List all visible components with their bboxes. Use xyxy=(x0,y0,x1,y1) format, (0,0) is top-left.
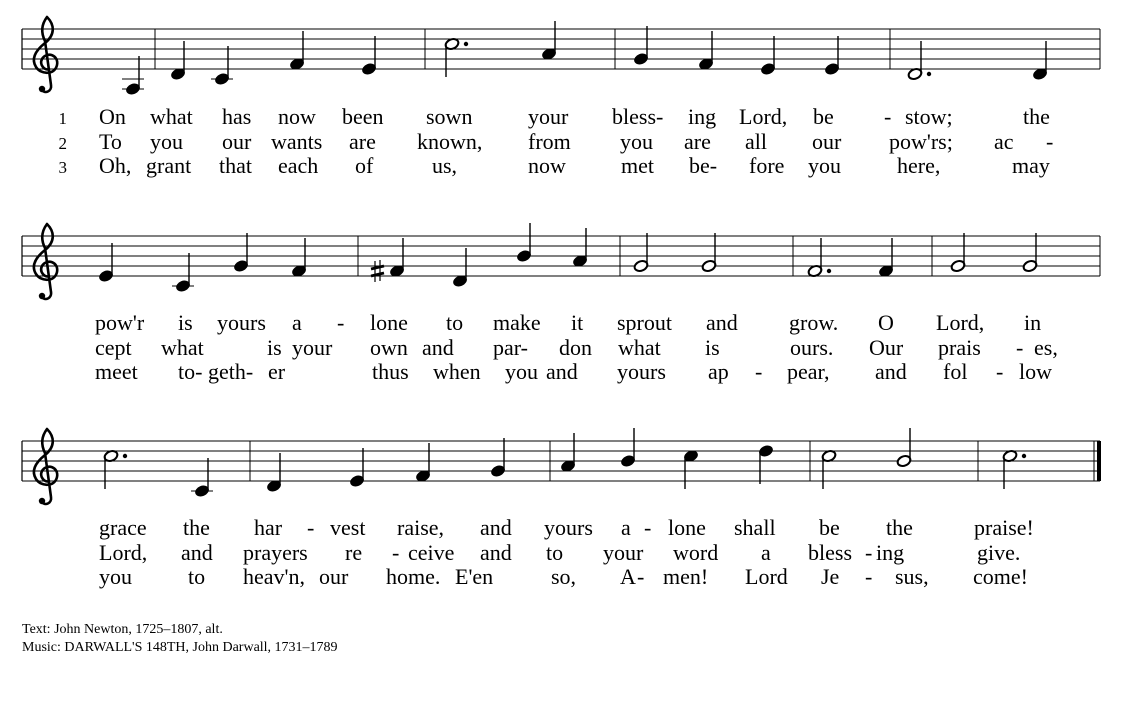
lyric-line xyxy=(99,540,1020,565)
lyric-syllable: heav'n, xyxy=(243,564,305,589)
lyric-line xyxy=(95,359,1052,384)
lyric-syllable: your xyxy=(603,540,644,565)
lyric-syllable: met xyxy=(621,153,654,178)
quarter-note xyxy=(760,36,776,76)
notes-layer xyxy=(98,21,1048,498)
lyric-syllable: - xyxy=(637,564,645,589)
lyric-syllable: low xyxy=(1019,359,1052,384)
lyric-syllable: - xyxy=(392,540,400,565)
quarter-note xyxy=(560,433,576,473)
lyric-syllable: er xyxy=(268,359,286,384)
dot xyxy=(1022,454,1026,458)
quarter-note xyxy=(516,223,532,263)
lyric-syllable: bless xyxy=(808,540,852,565)
quarter-note xyxy=(289,31,305,71)
lyric-syllable: now xyxy=(528,153,566,178)
lyric-syllable: our xyxy=(222,129,252,154)
quarter-note xyxy=(361,36,377,76)
dot xyxy=(927,72,931,76)
lyric-syllable: bless- xyxy=(612,104,664,129)
lyric-syllable: har xyxy=(254,515,283,540)
lyric-syllable: praise! xyxy=(974,515,1034,540)
quarter-note xyxy=(191,458,213,498)
quarter-note xyxy=(541,21,557,61)
lyric-syllable: known, xyxy=(417,129,483,154)
quarter-note xyxy=(452,248,468,288)
lyric-syllable: you xyxy=(808,153,841,178)
lyric-syllable: - xyxy=(1046,129,1054,154)
quarter-note xyxy=(233,233,249,273)
lyric-syllable: of xyxy=(355,153,374,178)
dotted-half-note xyxy=(444,37,468,77)
lyric-line xyxy=(59,153,1050,178)
lyric-syllable: es, xyxy=(1034,335,1058,360)
final-barline-thick xyxy=(1097,441,1101,481)
lyric-syllable: your xyxy=(292,335,333,360)
quarter-note xyxy=(122,56,144,96)
half-note xyxy=(821,449,837,489)
lyric-syllable: Oh, xyxy=(99,153,132,178)
dot xyxy=(123,454,127,458)
half-note xyxy=(633,233,649,273)
lyric-syllable: prayers xyxy=(243,540,308,565)
lyric-syllable: own xyxy=(370,335,408,360)
lyric-syllable: and xyxy=(480,515,512,540)
music-credit: Music: DARWALL'S 148TH, John Darwall, 1731–1789 xyxy=(22,640,338,655)
verse-number: 2 xyxy=(58,134,67,153)
lyric-syllable: the xyxy=(183,515,210,540)
lyric-syllable: thus xyxy=(372,359,409,384)
lyric-syllable: - xyxy=(644,515,652,540)
lyric-syllable: grant xyxy=(146,153,192,178)
lyric-syllable: wants xyxy=(271,129,323,154)
quarter-note xyxy=(490,438,506,478)
lyric-syllable: pow'rs; xyxy=(889,129,953,154)
lyric-syllable: grow. xyxy=(789,310,839,335)
quarter-note xyxy=(211,46,233,86)
lyric-syllable: what xyxy=(618,335,661,360)
lyric-syllable: and xyxy=(422,335,454,360)
lyric-syllable: vest xyxy=(330,515,366,540)
lyric-syllable: stow; xyxy=(905,104,953,129)
lyric-syllable: been xyxy=(342,104,384,129)
lyric-syllable: yours xyxy=(217,310,266,335)
lyric-syllable: and xyxy=(875,359,907,384)
quarter-note xyxy=(98,243,114,283)
credits xyxy=(22,621,338,657)
verse-number: 1 xyxy=(58,109,67,128)
lyric-syllable: Lord, xyxy=(936,310,985,335)
lyric-syllable: be xyxy=(819,515,840,540)
lyric-syllable: Lord, xyxy=(739,104,788,129)
dot xyxy=(464,42,468,46)
lyric-syllable: shall xyxy=(734,515,776,540)
lyric-syllable: - xyxy=(307,515,315,540)
lyric-syllable: Our xyxy=(869,335,904,360)
lyric-syllable: ac xyxy=(994,129,1014,154)
lyric-syllable: the xyxy=(1023,104,1050,129)
lyric-syllable: is xyxy=(705,335,720,360)
lyric-syllable: fore xyxy=(749,153,785,178)
quarter-note xyxy=(1032,41,1048,81)
lyric-syllable: yours xyxy=(544,515,593,540)
lyric-syllable: A xyxy=(620,564,636,589)
quarter-note xyxy=(172,253,194,293)
lyric-syllable: be xyxy=(813,104,834,129)
lyric-syllable: prais xyxy=(938,335,981,360)
lyric-line xyxy=(59,104,1050,129)
quarter-note xyxy=(349,448,365,488)
lyric-syllable: our xyxy=(319,564,349,589)
lyric-syllable: to xyxy=(188,564,206,589)
lyric-syllable: a xyxy=(621,515,631,540)
lyric-syllable: and xyxy=(706,310,738,335)
lyric-syllable: here, xyxy=(897,153,941,178)
quarter-note xyxy=(371,238,405,282)
half-note xyxy=(1022,233,1038,273)
lyric-line xyxy=(99,564,1028,589)
lyric-syllable: men! xyxy=(663,564,709,589)
lyric-syllable: and xyxy=(181,540,213,565)
quarter-note xyxy=(620,428,636,468)
text-credit: Text: John Newton, 1725–1807, alt. xyxy=(22,622,223,637)
lyric-syllable: now xyxy=(278,104,316,129)
sharp-icon xyxy=(371,260,384,282)
dot xyxy=(827,269,831,273)
quarter-note xyxy=(266,453,282,493)
lyric-syllable: lone xyxy=(370,310,408,335)
lyric-syllable: in xyxy=(1024,310,1042,335)
lyric-syllable: it xyxy=(571,310,584,335)
dotted-half-note xyxy=(1002,449,1026,489)
lyric-syllable: ceive xyxy=(408,540,455,565)
lyric-system xyxy=(95,310,1058,384)
lyric-syllable: you xyxy=(620,129,653,154)
lyric-system xyxy=(59,104,1054,178)
dotted-half-note xyxy=(907,41,931,81)
quarter-note xyxy=(824,36,840,76)
lyric-syllable: meet xyxy=(95,359,138,384)
lyric-syllable: are xyxy=(684,129,711,154)
lyric-syllable: - xyxy=(865,540,873,565)
lyric-syllable: what xyxy=(150,104,193,129)
lyric-system xyxy=(99,515,1034,589)
lyric-syllable: are xyxy=(349,129,376,154)
lyric-syllable: Lord, xyxy=(99,540,148,565)
lyric-syllable: is xyxy=(178,310,193,335)
quarter-note xyxy=(758,444,774,484)
lyric-line xyxy=(99,515,1034,540)
lyric-syllable: to xyxy=(446,310,464,335)
lyric-syllable: a xyxy=(292,310,302,335)
lyric-syllable: ap xyxy=(708,359,729,384)
quarter-note xyxy=(572,228,588,268)
verse-number: 3 xyxy=(58,158,67,177)
lyric-syllable: fol xyxy=(943,359,968,384)
lyric-syllable: give. xyxy=(977,540,1021,565)
lyric-syllable: your xyxy=(528,104,569,129)
treble-clef-icon xyxy=(34,429,57,504)
lyric-syllable: all xyxy=(745,129,767,154)
quarter-note xyxy=(291,238,307,278)
lyric-syllable: lone xyxy=(668,515,706,540)
lyric-syllable: you xyxy=(99,564,132,589)
lyric-syllable: ing xyxy=(688,104,717,129)
lyric-syllable: pear, xyxy=(787,359,830,384)
lyric-syllable: - xyxy=(884,104,892,129)
lyric-syllable: us, xyxy=(432,153,458,178)
lyric-syllable: when xyxy=(433,359,481,384)
quarter-note xyxy=(683,449,699,489)
lyric-syllable: - xyxy=(865,564,873,589)
lyric-syllable: ours. xyxy=(790,335,834,360)
lyric-syllable: to xyxy=(546,540,564,565)
lyric-syllable: our xyxy=(812,129,842,154)
lyric-syllable: par- xyxy=(493,335,528,360)
lyric-syllable: has xyxy=(222,104,252,129)
quarter-note xyxy=(415,443,431,483)
half-note xyxy=(896,428,912,468)
lyric-syllable: sus, xyxy=(895,564,929,589)
lyric-syllable: and xyxy=(546,359,578,384)
lyric-syllable: Lord xyxy=(745,564,788,589)
lyric-syllable: yours xyxy=(617,359,666,384)
lyric-line xyxy=(95,335,1058,360)
lyric-syllable: so, xyxy=(551,564,577,589)
lyric-syllable: what xyxy=(161,335,204,360)
lyric-syllable: raise, xyxy=(397,515,445,540)
lyric-syllable: home. xyxy=(386,564,441,589)
quarter-note xyxy=(698,31,714,71)
lyric-syllable: On xyxy=(99,104,126,129)
lyric-syllable: - xyxy=(996,359,1004,384)
lyric-syllable: you xyxy=(505,359,538,384)
lyric-syllable: come! xyxy=(973,564,1028,589)
lyric-syllable: and xyxy=(480,540,512,565)
lyric-syllable: re xyxy=(345,540,363,565)
lyric-syllable: the xyxy=(886,515,913,540)
half-note xyxy=(701,233,717,273)
treble-clef-icon xyxy=(34,17,57,92)
quarter-note xyxy=(878,238,894,278)
quarter-note xyxy=(633,26,649,66)
lyric-syllable: ing xyxy=(876,540,905,565)
lyric-line xyxy=(95,310,1041,335)
lyric-syllable: may xyxy=(1012,153,1050,178)
lyric-syllable: Je xyxy=(821,564,840,589)
lyric-syllable: sprout xyxy=(617,310,672,335)
half-note xyxy=(950,233,966,273)
lyric-syllable: cept xyxy=(95,335,132,360)
lyric-syllable: To xyxy=(99,129,122,154)
lyric-syllable: grace xyxy=(99,515,147,540)
lyric-syllable: to- xyxy=(178,359,203,384)
lyric-syllable: - xyxy=(1016,335,1024,360)
lyric-line xyxy=(59,129,1054,154)
lyric-syllable: a xyxy=(761,540,771,565)
treble-clef-icon xyxy=(34,224,57,299)
lyric-syllable: be- xyxy=(689,153,718,178)
lyric-syllable: - xyxy=(755,359,763,384)
lyric-syllable: geth- xyxy=(208,359,254,384)
lyric-syllable: that xyxy=(219,153,252,178)
lyrics-layer xyxy=(59,104,1058,589)
lyric-syllable: E'en xyxy=(455,564,494,589)
quarter-note xyxy=(170,41,186,81)
staff-layer xyxy=(22,17,1101,504)
lyric-syllable: O xyxy=(878,310,894,335)
lyric-syllable: each xyxy=(278,153,319,178)
dotted-half-note xyxy=(103,449,127,489)
lyric-syllable: - xyxy=(337,310,345,335)
lyric-syllable: from xyxy=(528,129,571,154)
dotted-half-note xyxy=(807,238,831,278)
lyric-syllable: is xyxy=(267,335,282,360)
lyric-syllable: sown xyxy=(426,104,473,129)
lyric-syllable: pow'r xyxy=(95,310,145,335)
lyric-syllable: don xyxy=(559,335,592,360)
lyric-syllable: you xyxy=(150,129,183,154)
lyric-syllable: word xyxy=(673,540,719,565)
lyric-syllable: make xyxy=(493,310,541,335)
